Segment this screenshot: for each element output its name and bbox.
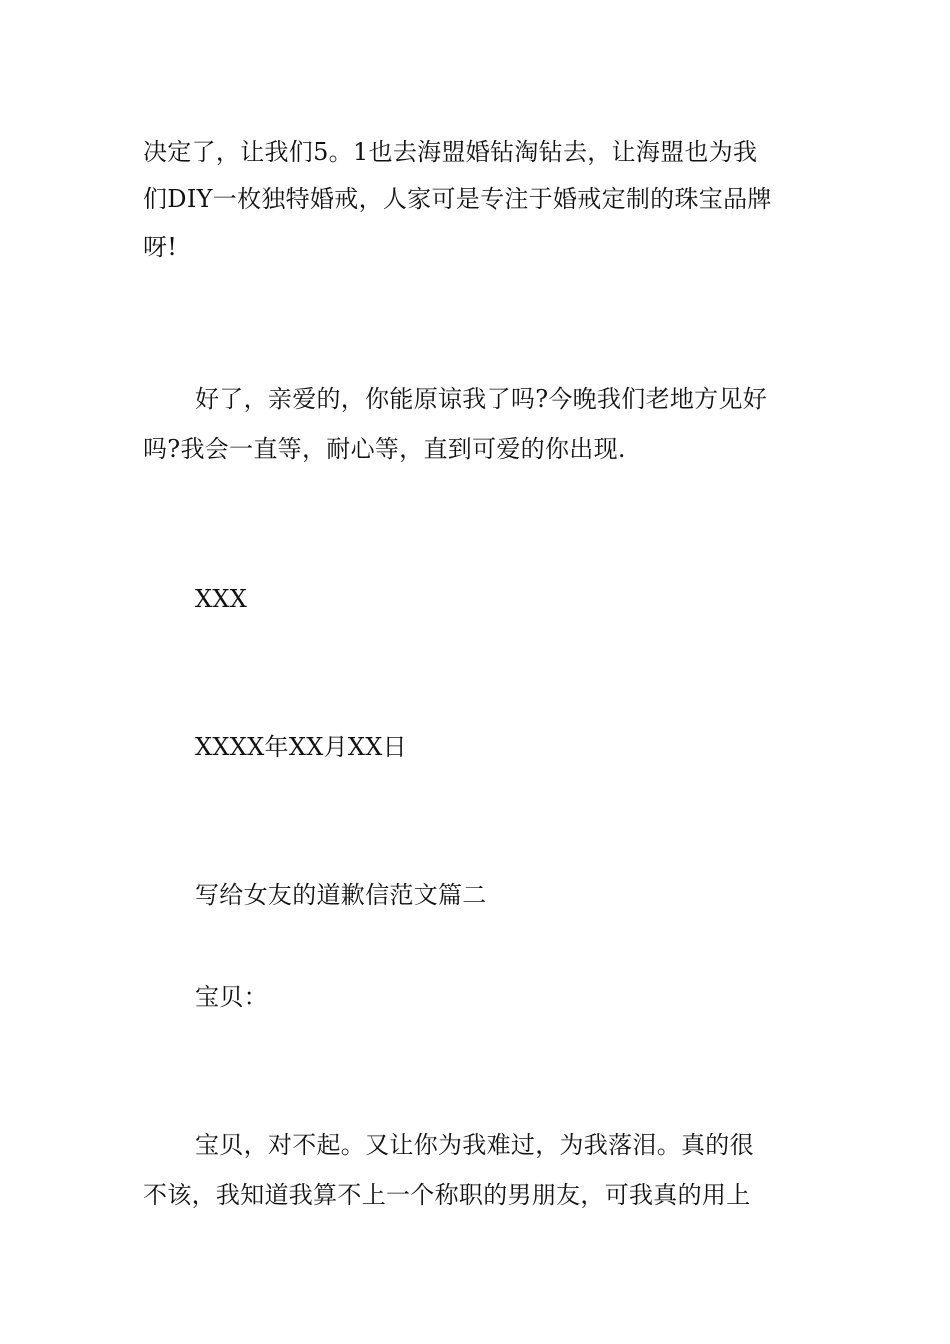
paragraph-3-line-2: 不该，我知道我算不上一个称职的男朋友，可我真的用上: [143, 1181, 751, 1209]
paragraph-1-line-3: 呀!: [143, 233, 178, 261]
paragraph-2-line-1: 好了，亲爱的，你能原谅我了吗?今晚我们老地方见好: [195, 385, 768, 413]
paragraph-1-line-1: 决定了，让我们5。1也去海盟婚钻淘钻去，让海盟也为我: [143, 138, 758, 166]
paragraph-1-line-2: 们DIY一枚独特婚戒，人家可是专注于婚戒定制的珠宝品牌: [143, 185, 772, 213]
paragraph-3-line-1: 宝贝，对不起。又让你为我难过，为我落泪。真的很: [195, 1131, 754, 1159]
signature: XXX: [195, 585, 248, 613]
paragraph-2-line-2: 吗?我会一直等，耐心等，直到可爱的你出现.: [143, 435, 626, 463]
section-title: 写给女友的道歉信范文篇二: [195, 881, 487, 909]
salutation: 宝贝：: [195, 983, 268, 1011]
date: XXXX年XX月XX日: [195, 733, 407, 761]
